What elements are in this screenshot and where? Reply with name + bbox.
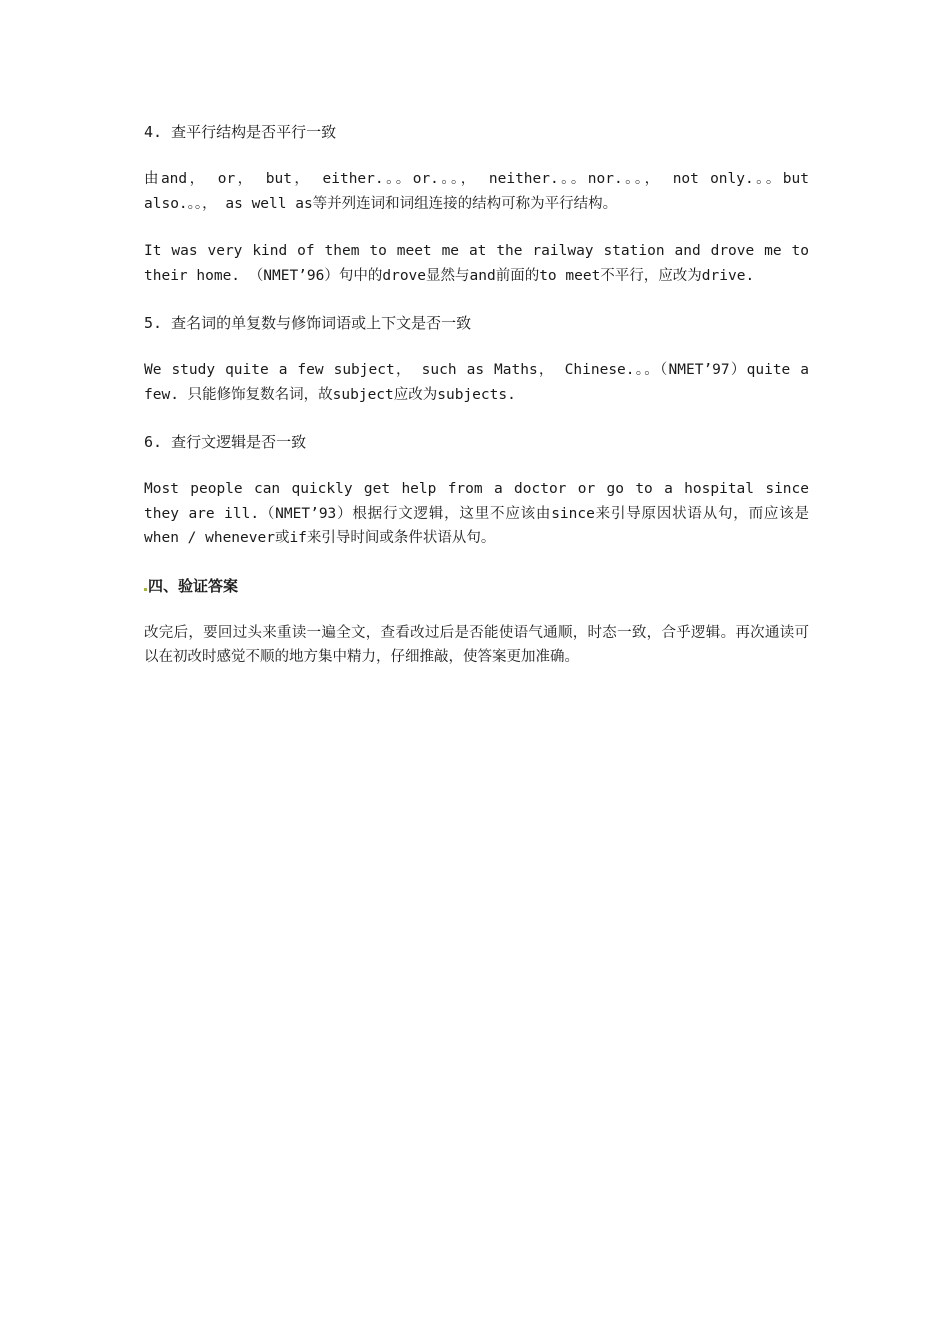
section-heading: 5. 查名词的单复数与修饰词语或上下文是否一致 (144, 314, 472, 332)
paragraph: We study quite a few subject， such as Maths， Chinese.。。（NMET’97）quite a few. 只能修饰复数名词，故subject应改为subjects. (144, 362, 809, 403)
paragraph: Most people can quickly get help from a doctor or go to a hospital since they are ill.（NMET’93）根据行文逻辑，这里不应该由since来引导原因状语从句，而应该是when / whenever或if来引导时间或条件状语从句。 (144, 481, 809, 546)
marker-dot-icon (144, 588, 147, 591)
section-title-row (144, 574, 809, 598)
document-page (144, 120, 809, 693)
section-verify-answer (144, 574, 809, 670)
section-noun-number (144, 311, 809, 407)
section-heading: 4. 查平行结构是否平行一致 (144, 123, 337, 141)
section-logic (144, 430, 809, 551)
section-title: 四、验证答案 (148, 576, 239, 595)
section-heading: 6. 查行文逻辑是否一致 (144, 433, 307, 451)
paragraph: It was very kind of them to meet me at the railway station and drove me to their home. （NMET’96）句中的drove显然与and前面的to meet不平行，应改为drive. (144, 243, 809, 284)
section-parallel-structure (144, 120, 809, 288)
paragraph: 改完后，要回过头来重读一遍全文，查看改过后是否能使语气通顺，时态一致，合乎逻辑。再次通读可以在初改时感觉不顺的地方集中精力，仔细推敲，使答案更加准确。 (144, 624, 809, 665)
paragraph: 由and， or， but， either.。。or.。。， neither.。。nor.。。， not only.。。but also.。。， as well as等并列连词和词组连接的结构可称为平行结构。 (144, 171, 809, 212)
